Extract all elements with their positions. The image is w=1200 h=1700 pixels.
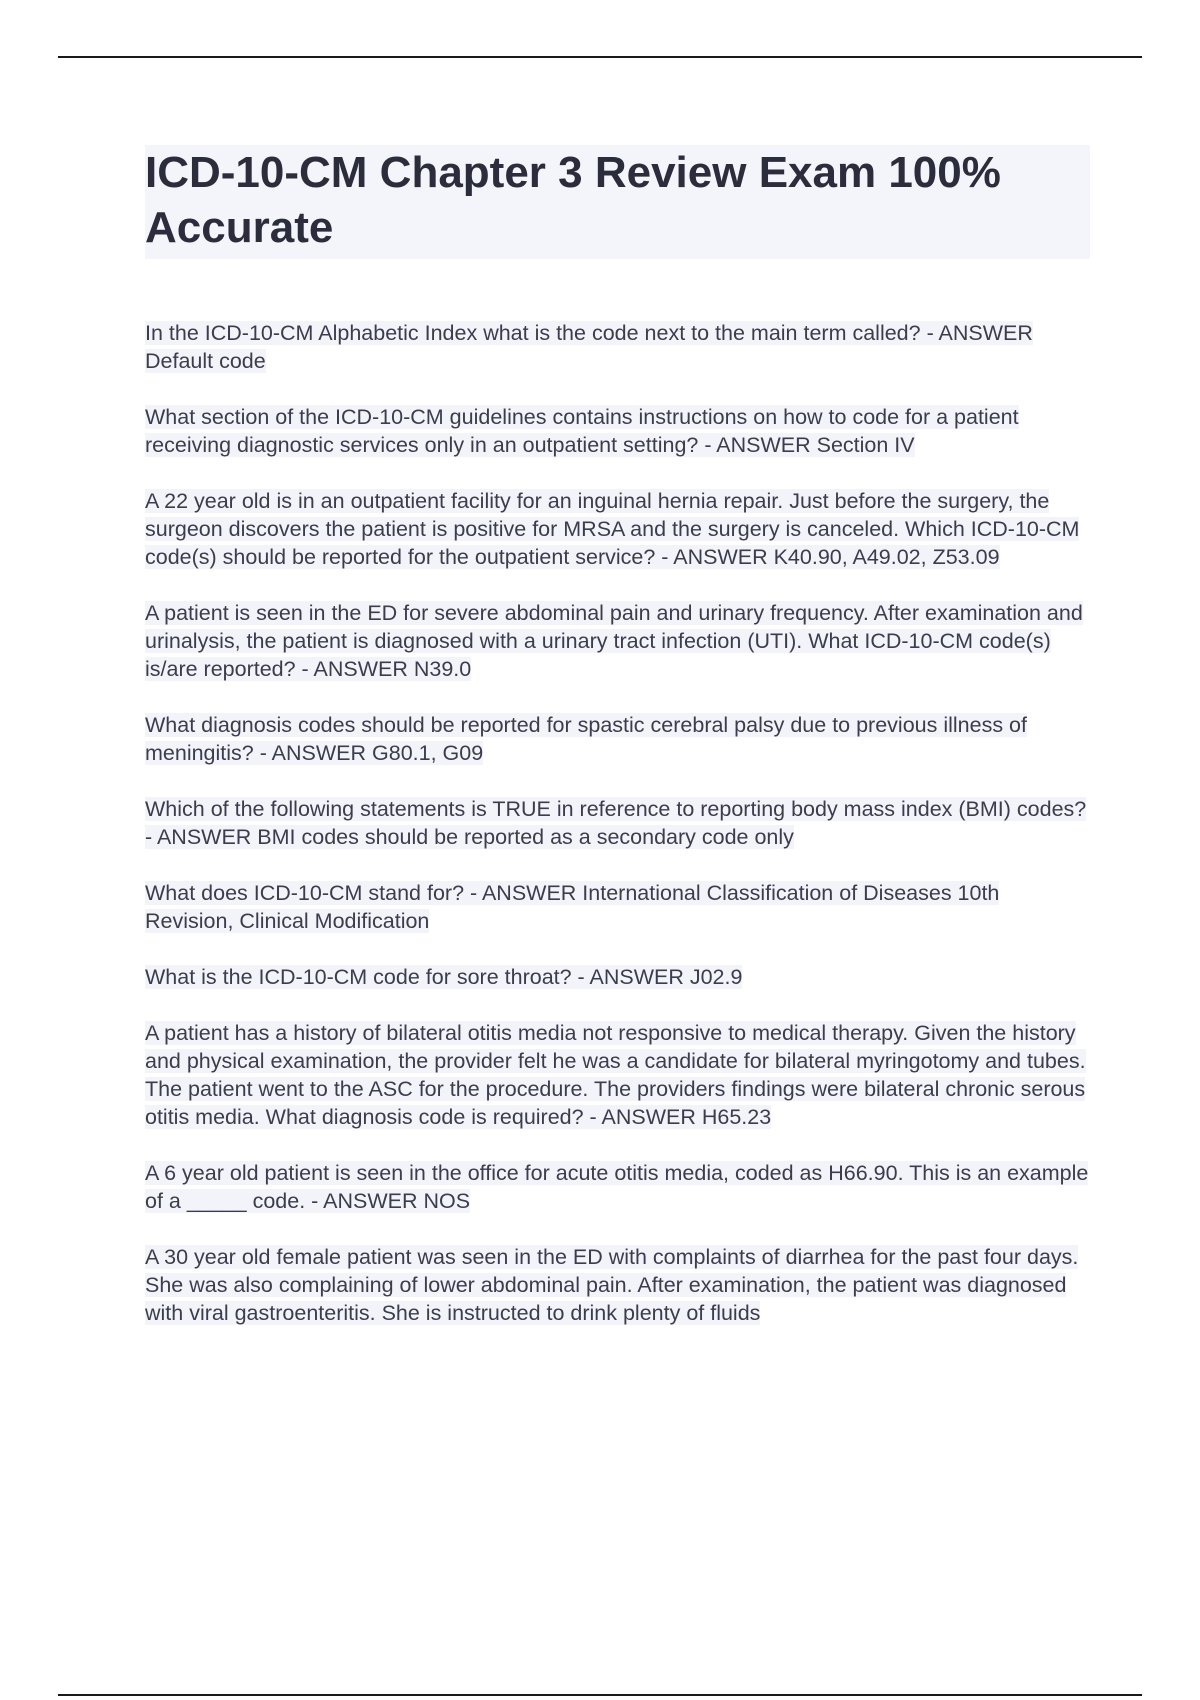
qa-item <box>145 711 1090 767</box>
bottom-rule <box>58 1694 1142 1696</box>
document-body <box>145 145 1090 1355</box>
qa-text: What section of the ICD-10-CM guidelines contains instructions on how to code for a patient receiving diagnostic services only in an outpatient setting? - ANSWER Section IV <box>145 405 1019 457</box>
qa-text: Which of the following statements is TRUE in reference to reporting body mass index (BMI) codes? - ANSWER BMI codes should be reported as a secondary code only <box>145 797 1087 849</box>
qa-item <box>145 487 1090 571</box>
qa-text: A patient has a history of bilateral otitis media not responsive to medical therapy. Given the history and physical examination, the provider felt he was a candidate for bilateral myringotomy and tubes. The patient went to the ASC for the procedure. The providers findings were bilateral chronic serous otitis media. What diagnosis code is required? - ANSWER H65.23 <box>145 1021 1086 1129</box>
qa-item <box>145 1019 1090 1131</box>
qa-item <box>145 795 1090 851</box>
qa-item <box>145 963 1090 991</box>
qa-item <box>145 403 1090 459</box>
qa-text: What does ICD-10-CM stand for? - ANSWER International Classification of Diseases 10th Revision, Clinical Modification <box>145 881 1000 933</box>
qa-text: A 22 year old is in an outpatient facility for an inguinal hernia repair. Just before the surgery, the surgeon discovers the patient is positive for MRSA and the surgery is canceled. Which ICD-10-CM code(s) should be reported for the outpatient service? - ANSWER K40.90, A49.02, Z53.09 <box>145 489 1080 569</box>
qa-text: A 6 year old patient is seen in the office for acute otitis media, coded as H66.90. This is an example of a _____ code. - ANSWER NOS <box>145 1161 1089 1213</box>
qa-text: What diagnosis codes should be reported for spastic cerebral palsy due to previous illness of meningitis? - ANSWER G80.1, G09 <box>145 713 1027 765</box>
qa-item <box>145 879 1090 935</box>
top-rule <box>58 56 1142 58</box>
qa-text: What is the ICD-10-CM code for sore throat? - ANSWER J02.9 <box>145 965 743 989</box>
qa-item <box>145 599 1090 683</box>
qa-text: In the ICD-10-CM Alphabetic Index what is the code next to the main term called? - ANSWER Default code <box>145 321 1033 373</box>
qa-text: A 30 year old female patient was seen in the ED with complaints of diarrhea for the past four days. She was also complaining of lower abdominal pain. After examination, the patient was diagnosed with viral gastroenteritis. She is instructed to drink plenty of fluids <box>145 1245 1079 1325</box>
qa-item <box>145 1243 1090 1327</box>
qa-item <box>145 319 1090 375</box>
qa-item <box>145 1159 1090 1215</box>
qa-text: A patient is seen in the ED for severe abdominal pain and urinary frequency. After examination and urinalysis, the patient is diagnosed with a urinary tract infection (UTI). What ICD-10-CM code(s) is/are reported? - ANSWER N39.0 <box>145 601 1083 681</box>
title-block <box>145 145 1090 259</box>
document-title: ICD-10-CM Chapter 3 Review Exam 100% Accurate <box>145 148 1001 252</box>
